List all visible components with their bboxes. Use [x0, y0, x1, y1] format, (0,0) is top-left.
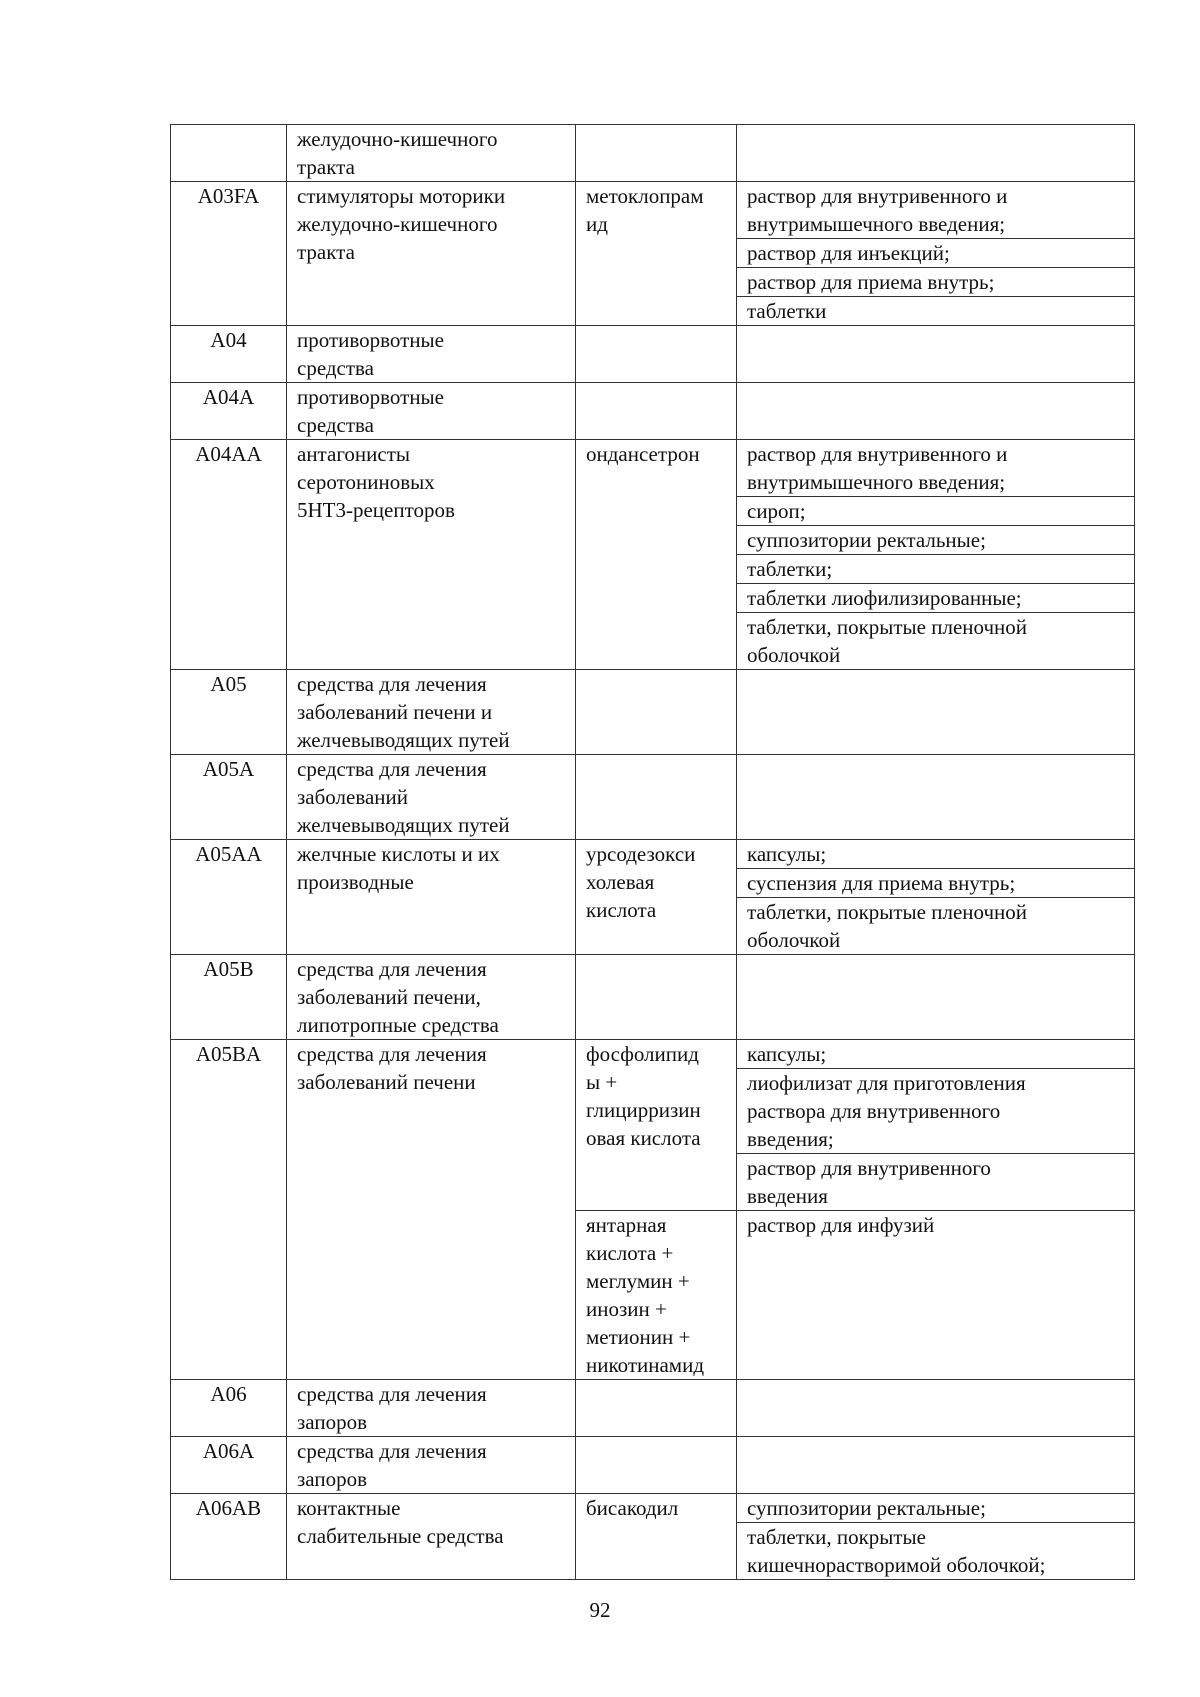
drug-name-line: ы + [586, 1070, 618, 1094]
dosage-form-line: раствор для внутривенного [747, 1156, 991, 1180]
drug-name-line: метионин + [586, 1325, 691, 1349]
product-subrow [575, 955, 1135, 1039]
group-text-line: средства для лечения [297, 1439, 487, 1463]
drug-name-line: ид [586, 212, 608, 236]
dosage-form-line: раствор для инфузий [747, 1213, 935, 1237]
dosage-form-entry [737, 1522, 1134, 1579]
group-text-line: контактные [297, 1496, 401, 1520]
product-subrow [575, 182, 1135, 325]
dosage-form-line: раствор для внутривенного и [747, 184, 1008, 208]
dosage-forms-cell [736, 383, 1135, 439]
anatomical-therapeutic-group-cell [286, 383, 575, 439]
product-subrow [575, 1210, 1135, 1379]
dosage-forms-cell [736, 440, 1135, 669]
anatomical-therapeutic-group-cell [286, 440, 575, 669]
dosage-form-entry [737, 383, 1134, 411]
dosage-form-line: внутримышечного введения; [747, 212, 1006, 236]
drug-name-line: глицирризин [586, 1098, 701, 1122]
product-subrow [575, 125, 1135, 181]
drug-name-line: холевая [586, 870, 655, 894]
drug-name-cell [575, 1211, 736, 1379]
dosage-form-line: капсулы; [747, 842, 827, 866]
dosage-form-line: капсулы; [747, 1042, 827, 1066]
anatomical-therapeutic-group-cell [286, 326, 575, 382]
table-row [170, 954, 1135, 1039]
drug-name-cell [575, 670, 736, 754]
dosage-forms-cell [736, 326, 1135, 382]
atc-code-cell: A04 [170, 326, 286, 382]
dosage-form-line: лиофилизат для приготовления [747, 1071, 1026, 1095]
anatomical-therapeutic-group-cell [286, 1040, 575, 1379]
atc-code-cell: A05A [170, 755, 286, 839]
table-row [170, 1039, 1135, 1379]
dosage-forms-cell [736, 1040, 1135, 1210]
group-text-line: заболеваний [297, 785, 408, 809]
table-row [170, 1436, 1135, 1493]
drug-name-line: фосфолипид [586, 1042, 699, 1066]
dosage-form-entry [737, 440, 1134, 496]
dosage-forms-cell [736, 125, 1135, 181]
dosage-form-entry [737, 1040, 1134, 1068]
table-row [170, 1379, 1135, 1436]
dosage-form-line: суспензия для приема внутрь; [747, 871, 1016, 895]
group-text-line: желчевыводящих путей [297, 813, 510, 837]
group-text-line: запоров [297, 1410, 367, 1434]
atc-code-cell: A05 [170, 670, 286, 754]
dosage-form-line: раствор для внутривенного и [747, 442, 1008, 466]
anatomical-therapeutic-group-cell [286, 840, 575, 954]
drug-name-line: бисакодил [586, 1496, 679, 1520]
dosage-form-entry [737, 1380, 1134, 1408]
atc-code-cell: A06 [170, 1380, 286, 1436]
product-subrow [575, 1494, 1135, 1579]
dosage-forms-cell [736, 1380, 1135, 1436]
dosage-form-line: раствор для инъекций; [747, 241, 950, 265]
group-text-line: средства для лечения [297, 957, 487, 981]
group-text-line: 5HT3-рецепторов [297, 498, 455, 522]
dosage-forms-cell [736, 840, 1135, 954]
group-text-line: средства для лечения [297, 1382, 487, 1406]
drug-name-cell [575, 1494, 736, 1579]
drug-name-line: кислота + [586, 1241, 674, 1265]
dosage-form-entry [737, 125, 1134, 153]
dosage-form-line: внутримышечного введения; [747, 470, 1006, 494]
dosage-forms-cell [736, 755, 1135, 839]
atc-code-cell: A05BA [170, 1040, 286, 1379]
product-subrow [575, 755, 1135, 839]
dosage-form-line: раствора для внутривенного [747, 1099, 1001, 1123]
drug-name-cell [575, 955, 736, 1039]
dosage-form-entry [737, 525, 1134, 554]
dosage-form-line: раствор для приема внутрь; [747, 270, 995, 294]
dosage-form-line: таблетки лиофилизированные; [747, 586, 1022, 610]
drug-classification-table [170, 124, 1135, 1580]
dosage-form-entry [737, 1437, 1134, 1465]
dosage-form-entry [737, 840, 1134, 868]
table-row [170, 754, 1135, 839]
dosage-form-line: введения [747, 1184, 828, 1208]
group-text-line: средства [297, 413, 375, 437]
dosage-form-entry [737, 1153, 1134, 1210]
dosage-form-entry [737, 670, 1134, 698]
group-text-line: слабительные средства [297, 1524, 504, 1548]
product-subrow [575, 1380, 1135, 1436]
anatomical-therapeutic-group-cell [286, 1380, 575, 1436]
atc-code-cell: A05AA [170, 840, 286, 954]
dosage-form-entry [737, 1211, 1134, 1239]
dosage-forms-cell [736, 1494, 1135, 1579]
group-text-line: желудочно-кишечного [297, 212, 498, 236]
dosage-forms-cell [736, 182, 1135, 325]
product-subrow [575, 440, 1135, 669]
dosage-form-entry [737, 755, 1134, 783]
table-row [170, 325, 1135, 382]
drug-name-cell [575, 440, 736, 669]
drug-name-line: инозин + [586, 1297, 667, 1321]
dosage-form-entry [737, 1068, 1134, 1153]
dosage-form-line: таблетки, покрытые пленочной [747, 615, 1028, 639]
dosage-form-entry [737, 955, 1134, 983]
dosage-forms-cell [736, 1211, 1135, 1379]
dosage-form-line: суппозитории ректальные; [747, 528, 986, 552]
dosage-form-line: оболочкой [747, 643, 841, 667]
group-text-line: антагонисты [297, 442, 410, 466]
atc-code-cell: A06A [170, 1437, 286, 1493]
group-text-line: желчные кислоты и их [297, 842, 500, 866]
dosage-form-entry [737, 612, 1134, 669]
group-text-line: тракта [297, 155, 355, 179]
dosage-form-entry [737, 496, 1134, 525]
drug-name-cell [575, 1380, 736, 1436]
group-text-line: заболеваний печени и [297, 700, 493, 724]
drug-name-cell [575, 383, 736, 439]
group-text-line: противорвотные [297, 328, 444, 352]
dosage-form-entry [737, 326, 1134, 354]
anatomical-therapeutic-group-cell [286, 125, 575, 181]
anatomical-therapeutic-group-cell [286, 670, 575, 754]
dosage-form-line: таблетки; [747, 557, 833, 581]
group-text-line: средства [297, 356, 375, 380]
group-text-line: желчевыводящих путей [297, 728, 510, 752]
drug-name-cell [575, 840, 736, 954]
dosage-form-entry [737, 554, 1134, 583]
product-subrow [575, 383, 1135, 439]
dosage-form-line: таблетки, покрытые пленочной [747, 900, 1028, 924]
dosage-form-entry [737, 182, 1134, 238]
group-text-line: стимуляторы моторики [297, 184, 506, 208]
drug-name-line: урсодезокси [586, 842, 696, 866]
group-text-line: производные [297, 870, 414, 894]
dosage-form-line: введения; [747, 1127, 834, 1151]
drug-name-line: янтарная [586, 1213, 667, 1237]
table-row [170, 382, 1135, 439]
group-text-line: тракта [297, 240, 355, 264]
group-text-line: серотониновых [297, 470, 435, 494]
drug-name-cell [575, 182, 736, 325]
group-text-line: липотропные средства [297, 1013, 499, 1037]
dosage-form-entry [737, 583, 1134, 612]
dosage-forms-cell [736, 1437, 1135, 1493]
drug-name-cell [575, 1040, 736, 1210]
atc-code-cell: A04A [170, 383, 286, 439]
drug-name-line: метоклопрам [586, 184, 704, 208]
dosage-forms-cell [736, 670, 1135, 754]
product-subrow [575, 840, 1135, 954]
dosage-form-line: сироп; [747, 499, 806, 523]
dosage-form-line: суппозитории ректальные; [747, 1496, 986, 1520]
group-text-line: средства для лечения [297, 672, 487, 696]
drug-name-line: меглумин + [586, 1269, 690, 1293]
drug-name-line: кислота [586, 898, 657, 922]
drug-name-cell [575, 755, 736, 839]
group-text-line: запоров [297, 1467, 367, 1491]
group-text-line: средства для лечения [297, 1042, 487, 1066]
anatomical-therapeutic-group-cell [286, 955, 575, 1039]
table-row [170, 439, 1135, 669]
anatomical-therapeutic-group-cell [286, 755, 575, 839]
dosage-form-line: оболочкой [747, 928, 841, 952]
page-number: 92 [589, 1598, 611, 1622]
atc-code-cell: A06AB [170, 1494, 286, 1579]
table-row [170, 124, 1135, 181]
group-text-line: противорвотные [297, 385, 444, 409]
group-text-line: средства для лечения [297, 757, 487, 781]
dosage-form-entry [737, 897, 1134, 954]
dosage-form-entry [737, 1494, 1134, 1522]
drug-name-line: никотинамид [586, 1353, 705, 1377]
table-row [170, 1493, 1135, 1580]
product-subrow [575, 1437, 1135, 1493]
dosage-form-line: таблетки, покрытые [747, 1525, 926, 1549]
drug-name-cell [575, 125, 736, 181]
dosage-form-line: кишечнорастворимой оболочкой; [747, 1553, 1046, 1577]
atc-code-cell: A05B [170, 955, 286, 1039]
atc-code-cell: A03FA [170, 182, 286, 325]
drug-name-cell [575, 1437, 736, 1493]
product-subrow [575, 326, 1135, 382]
anatomical-therapeutic-group-cell [286, 1494, 575, 1579]
table-row [170, 839, 1135, 954]
product-subrow [575, 670, 1135, 754]
dosage-form-entry [737, 267, 1134, 296]
drug-name-line: овая кислота [586, 1126, 701, 1150]
dosage-form-entry [737, 238, 1134, 267]
dosage-form-entry [737, 868, 1134, 897]
anatomical-therapeutic-group-cell [286, 1437, 575, 1493]
drug-name-cell [575, 326, 736, 382]
atc-code-cell [170, 125, 286, 181]
group-text-line: заболеваний печени, [297, 985, 481, 1009]
table-row [170, 669, 1135, 754]
group-text-line: заболеваний печени [297, 1070, 476, 1094]
dosage-forms-cell [736, 955, 1135, 1039]
drug-name-line: ондансетрон [586, 442, 700, 466]
group-text-line: желудочно-кишечного [297, 127, 498, 151]
table-row [170, 181, 1135, 325]
atc-code-cell: A04AA [170, 440, 286, 669]
dosage-form-entry [737, 296, 1134, 325]
dosage-form-line: таблетки [747, 299, 827, 323]
anatomical-therapeutic-group-cell [286, 182, 575, 325]
product-subrow [575, 1040, 1135, 1210]
